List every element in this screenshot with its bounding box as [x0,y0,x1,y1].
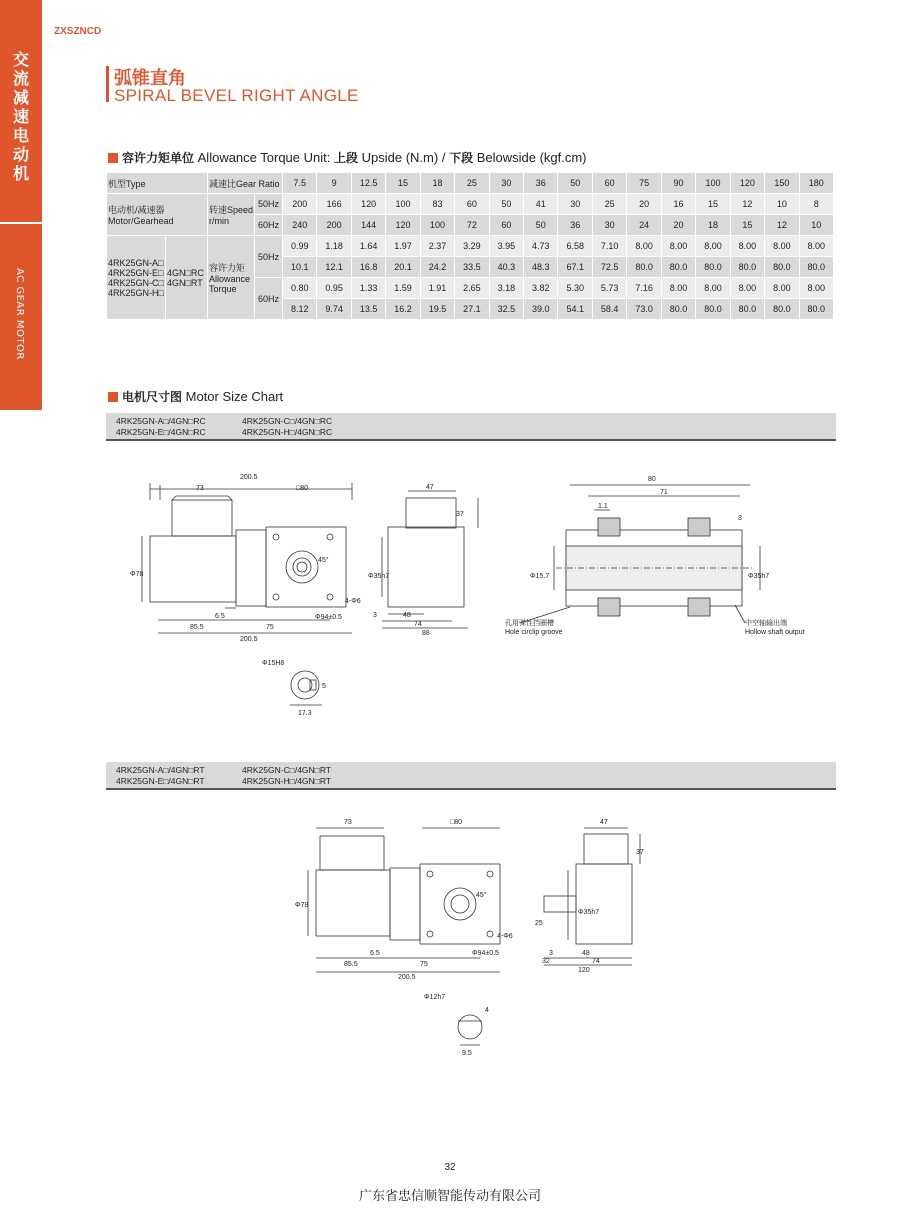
torque-cell: 1.64 [351,236,385,257]
ratio-cell: 7.5 [282,173,316,194]
torque-cell: 5.30 [558,278,592,299]
header-torque: 容许力矩 Allowance Torque [207,236,254,320]
torque-cell: 19.5 [420,299,454,320]
dim-label: 6.5 [370,950,380,957]
dim-label: Φ15H8 [262,660,285,667]
dim-label: 73 [196,485,204,492]
hz-label: 60Hz [254,278,282,320]
model-label: 4RK25GN-E□/4GN□RT [116,776,205,786]
model-label: 4RK25GN-A□/4GN□RT [116,765,205,775]
torque-cell: 80.0 [799,257,833,278]
dim-label: 73 [344,819,352,826]
dim-label: Φ15.7 [530,573,550,580]
torque-cell: 80.0 [627,257,661,278]
gearhead-models: 4GN□RC 4GN□RT [165,236,207,320]
dim-label: 200.5 [398,974,416,981]
torque-cell: 8.00 [765,278,799,299]
speed-cell: 72 [455,215,489,236]
model-label: 4RK25GN-H□/4GN□RT [242,776,331,786]
torque-cell: 8.00 [799,236,833,257]
torque-cell: 0.95 [317,278,351,299]
dim-label: 1.1 [598,503,608,510]
torque-cell: 8.00 [730,236,764,257]
speed-cell: 200 [317,215,351,236]
speed-cell: 36 [558,215,592,236]
torque-cell: 1.33 [351,278,385,299]
torque-cell: 16.2 [386,299,420,320]
dim-label: Φ78 [130,571,144,578]
dim-label: 4 [485,1007,489,1014]
torque-cell: 40.3 [489,257,523,278]
speed-cell: 144 [351,215,385,236]
dim-label: 85.5 [344,961,358,968]
speed-cell: 200 [282,194,316,215]
ratio-cell: 100 [696,173,730,194]
speed-cell: 166 [317,194,351,215]
dim-label: 74 [592,958,600,965]
dim-label: 75 [420,961,428,968]
dim-label: Φ94±0.5 [315,614,342,621]
torque-cell: 72.5 [592,257,626,278]
speed-cell: 100 [386,194,420,215]
ratio-cell: 120 [730,173,764,194]
torque-cell: 8.00 [661,236,695,257]
torque-cell: 3.82 [524,278,558,299]
dim-label: 25 [535,920,543,927]
ratio-cell: 75 [627,173,661,194]
torque-cell: 3.29 [455,236,489,257]
speed-cell: 30 [558,194,592,215]
ratio-cell: 60 [592,173,626,194]
ratio-cell: 150 [765,173,799,194]
header-speed: 转速Speed r/min [207,194,254,236]
torque-cell: 8.00 [696,236,730,257]
dim-label: Φ35h7 [748,573,770,580]
torque-cell: 8.00 [696,278,730,299]
groove-label-cn: 孔用弹性挡圈槽 [505,620,554,627]
speed-cell: 83 [420,194,454,215]
hz-label: 60Hz [254,215,282,236]
torque-cell: 80.0 [661,299,695,320]
torque-cell: 8.00 [627,236,661,257]
speed-cell: 24 [627,215,661,236]
model-label: 4RK25GN-H□/4GN□RC [242,427,333,437]
torque-cell: 20.1 [386,257,420,278]
dim-label: 45° [476,892,487,899]
torque-cell: 33.5 [455,257,489,278]
ratio-cell: 30 [489,173,523,194]
torque-cell: 8.12 [282,299,316,320]
speed-cell: 10 [799,215,833,236]
torque-cell: 48.3 [524,257,558,278]
speed-cell: 50 [489,194,523,215]
torque-cell: 73.0 [627,299,661,320]
speed-cell: 100 [420,215,454,236]
torque-cell: 58.4 [592,299,626,320]
dim-label: 200.5 [240,474,258,481]
sidebar-category-en: AC GEAR MOTOR [14,268,25,360]
hollow-label-en: Hollow shaft output [745,629,805,636]
dim-label: 48 [403,612,411,619]
model-label: 4RK25GN-C□/4GN□RT [242,765,331,775]
dim-label: □80 [296,485,309,492]
torque-cell: 80.0 [799,299,833,320]
speed-cell: 41 [524,194,558,215]
page-title-cn: 弧锥直角 [114,68,186,89]
torque-cell: 8.00 [799,278,833,299]
speed-cell: 30 [592,215,626,236]
dim-label: Φ35h7 [368,573,390,580]
torque-cell: 8.00 [765,236,799,257]
dim-label: 88 [422,630,430,637]
ratio-cell: 9 [317,173,351,194]
torque-cell: 16.8 [351,257,385,278]
rt-shaft-detail [458,1015,482,1045]
groove-label-en: Hole circlip groove [505,629,563,636]
speed-cell: 20 [627,194,661,215]
torque-cell: 80.0 [661,257,695,278]
header-motor: 电动机/减速器 Motor/Gearhead [107,194,208,236]
model-label: 4RK25GN-C□/4GN□RC [242,416,333,426]
dim-label: Φ35h7 [578,909,600,916]
ratio-cell: 50 [558,173,592,194]
torque-cell: 3.95 [489,236,523,257]
page-number: 32 [444,1162,456,1173]
model-label: 4RK25GN-A□/4GN□RC [116,416,206,426]
dim-label: 85.5 [190,624,204,631]
dim-label: 37 [636,849,644,856]
speed-cell: 8 [799,194,833,215]
dim-label: Φ94±0.5 [472,950,499,957]
torque-cell: 80.0 [696,257,730,278]
torque-cell: 1.97 [386,236,420,257]
ratio-cell: 12.5 [351,173,385,194]
torque-cell: 13.5 [351,299,385,320]
torque-cell: 1.91 [420,278,454,299]
torque-section-heading: 容许力矩单位 Allowance Torque Unit: 上段 Upside (N.m) / 下段 Belowside (kgf.cm) [108,149,587,166]
dim-label: 3 [738,515,742,522]
speed-cell: 15 [696,194,730,215]
dim-label: 6.5 [215,613,225,620]
torque-cell: 39.0 [524,299,558,320]
torque-cell: 32.5 [489,299,523,320]
torque-cell: 4.73 [524,236,558,257]
brand-logo: ZXSZNCD [54,26,102,37]
torque-cell: 9.74 [317,299,351,320]
speed-cell: 15 [730,215,764,236]
hz-label: 50Hz [254,194,282,215]
torque-cell: 3.18 [489,278,523,299]
dim-label: 17.3 [298,710,312,717]
dim-label: 5 [322,683,326,690]
ratio-cell: 15 [386,173,420,194]
torque-cell: 5.73 [592,278,626,299]
torque-cell: 80.0 [765,299,799,320]
hollow-label-cn: 中空轴输出端 [745,620,787,627]
speed-cell: 240 [282,215,316,236]
header-type: 机型Type [107,173,208,194]
ratio-cell: 36 [524,173,558,194]
dim-label: 200.5 [240,636,258,643]
speed-cell: 16 [661,194,695,215]
speed-cell: 50 [524,215,558,236]
dim-label: 37 [456,511,464,518]
torque-cell: 2.37 [420,236,454,257]
speed-cell: 18 [696,215,730,236]
speed-cell: 60 [489,215,523,236]
hz-label: 50Hz [254,236,282,278]
dim-label: 71 [660,489,668,496]
torque-cell: 10.1 [282,257,316,278]
dim-label: Φ78 [295,902,309,909]
dim-label: 3 [373,612,377,619]
speed-cell: 10 [765,194,799,215]
torque-cell: 54.1 [558,299,592,320]
dim-label: Φ12h7 [424,994,446,1001]
ratio-cell: 18 [420,173,454,194]
dim-label: 74 [414,621,422,628]
ratio-cell: 180 [799,173,833,194]
dim-label: 3 [549,950,553,957]
torque-cell: 7.10 [592,236,626,257]
header-ratio: 减速比Gear Ratio [207,173,282,194]
speed-cell: 120 [351,194,385,215]
torque-cell: 67.1 [558,257,592,278]
torque-cell: 6.58 [558,236,592,257]
torque-cell: 27.1 [455,299,489,320]
ratio-cell: 25 [455,173,489,194]
model-label: 4RK25GN-E□/4GN□RC [116,427,206,437]
dim-label: 75 [266,624,274,631]
dim-label: 4-Φ6 [345,598,361,605]
ratio-cell: 90 [661,173,695,194]
torque-cell: 0.80 [282,278,316,299]
dim-label: 4-Φ6 [497,933,513,940]
dim-label: □80 [450,819,463,826]
torque-cell: 80.0 [730,299,764,320]
speed-cell: 25 [592,194,626,215]
sidebar-category-cn: 交 流 减 速 电 动 机 [12,50,29,183]
torque-cell: 1.59 [386,278,420,299]
dim-label: 32 [542,958,550,965]
rc-shaft-detail [290,671,322,705]
dim-label: 9.5 [462,1050,472,1057]
torque-cell: 12.1 [317,257,351,278]
footer-company: 广东省忠信顺智能传动有限公司 [358,1189,541,1204]
dim-label: 80 [648,476,656,483]
torque-cell: 7.16 [627,278,661,299]
speed-cell: 60 [455,194,489,215]
rc-section-view [520,485,760,623]
torque-cell: 80.0 [730,257,764,278]
speed-cell: 120 [386,215,420,236]
torque-cell: 80.0 [696,299,730,320]
speed-cell: 12 [730,194,764,215]
motor-models: 4RK25GN-A□ 4RK25GN-E□ 4RK25GN-C□ 4RK25GN-H□ [107,236,166,320]
speed-cell: 20 [661,215,695,236]
size-section-heading: 电机尺寸图 Motor Size Chart [108,388,283,405]
dim-label: 47 [600,819,608,826]
dim-label: 45° [318,557,329,564]
torque-cell: 8.00 [730,278,764,299]
torque-cell: 0.99 [282,236,316,257]
dim-label: 48 [582,950,590,957]
torque-cell: 2.65 [455,278,489,299]
torque-cell: 8.00 [661,278,695,299]
rt-side-view [544,828,640,965]
torque-cell: 1.18 [317,236,351,257]
torque-cell: 24.2 [420,257,454,278]
torque-cell: 80.0 [765,257,799,278]
dim-label: 120 [578,967,590,974]
page-title-en: SPIRAL BEVEL RIGHT ANGLE [114,86,359,105]
speed-cell: 12 [765,215,799,236]
dim-label: 47 [426,484,434,491]
